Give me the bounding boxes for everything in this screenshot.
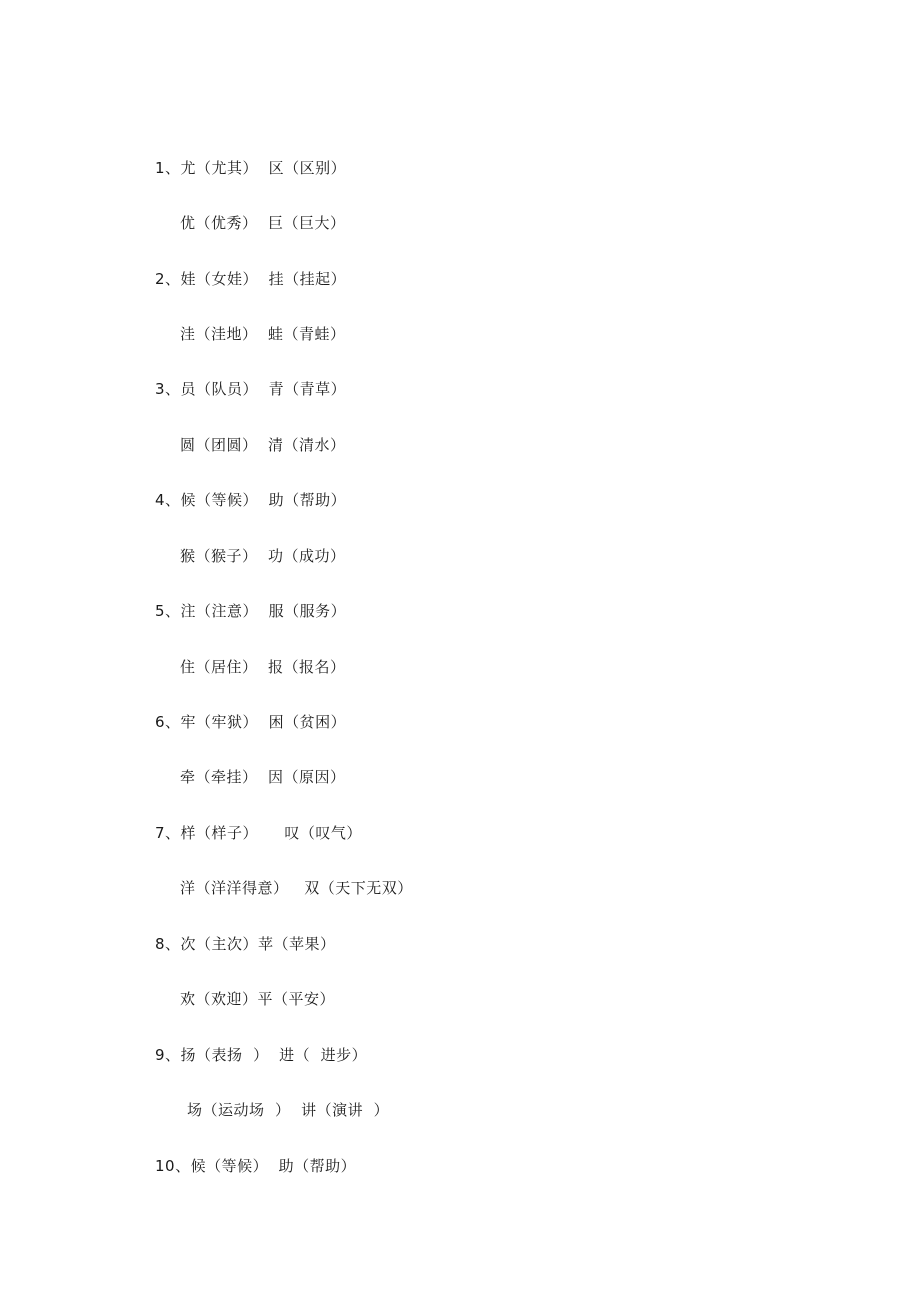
list-item: 住（居住） 报（报名） — [180, 658, 346, 676]
list-item: 圆（团圆） 清（清水） — [180, 436, 346, 454]
list-item: 欢（欢迎）平（平安） — [180, 990, 336, 1008]
list-item: 4、候（等候） 助（帮助） — [155, 491, 347, 509]
list-item: 1、尤（尤其） 区（区别） — [155, 159, 347, 177]
list-item: 8、次（主次）苹（苹果） — [155, 935, 336, 953]
list-item: 3、员（队员） 青（青草） — [155, 380, 347, 398]
list-item: 5、注（注意） 服（服务） — [155, 602, 347, 620]
list-item: 场（运动场 ） 讲（演讲 ） — [187, 1101, 390, 1119]
list-item: 牵（牵挂） 因（原因） — [180, 768, 346, 786]
list-item: 2、娃（女娃） 挂（挂起） — [155, 270, 347, 288]
list-item: 10、候（等候） 助（帮助） — [155, 1157, 357, 1175]
list-item: 7、样（样子） 叹（叹气） — [155, 824, 362, 842]
list-item: 优（优秀） 巨（巨大） — [180, 214, 346, 232]
list-item: 洋（洋洋得意） 双（天下无双） — [180, 879, 413, 897]
list-item: 猴（猴子） 功（成功） — [180, 547, 346, 565]
list-item: 9、扬（表扬 ） 进（ 进步） — [155, 1046, 368, 1064]
list-item: 洼（洼地） 蛙（青蛙） — [180, 325, 346, 343]
list-item: 6、牢（牢狱） 困（贫困） — [155, 713, 347, 731]
